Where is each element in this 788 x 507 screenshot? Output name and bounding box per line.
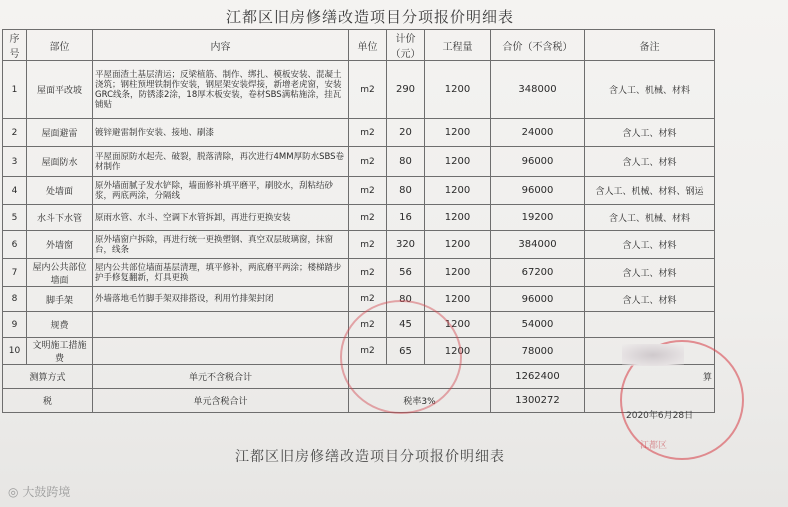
row-no: 10: [3, 338, 27, 365]
summary-extra: [349, 365, 491, 389]
row-no: 6: [3, 231, 27, 259]
row-total: 78000: [491, 338, 585, 365]
table-row: [3, 338, 715, 365]
row-total: 348000: [491, 61, 585, 119]
summary-label: 税: [3, 389, 93, 413]
row-part: 屋面防水: [27, 147, 93, 177]
table-row: [3, 177, 715, 205]
row-part: 水斗下水管: [27, 205, 93, 231]
row-content: 屋内公共部位墙面基层清理，填平修补，两底磨平两涂；楼梯踏步护手修复翻新，灯具更换: [93, 259, 349, 287]
row-price: 20: [387, 119, 425, 147]
row-part: 处墙面: [27, 177, 93, 205]
summary-row: [3, 389, 715, 413]
row-total: 96000: [491, 287, 585, 312]
row-price: 80: [387, 147, 425, 177]
row-content: 原雨水管、水斗、空调下水管拆卸，再进行更换安装: [93, 205, 349, 231]
table-row: [3, 61, 715, 119]
row-no: 1: [3, 61, 27, 119]
row-total: 19200: [491, 205, 585, 231]
row-part: 脚手架: [27, 287, 93, 312]
row-total: 54000: [491, 312, 585, 338]
row-content: 原外墙窗户拆除，再进行统一更换塑钢、真空双层玻璃窗，抹窗台，线条: [93, 231, 349, 259]
table-row: [3, 119, 715, 147]
row-content: 平屋面渣土基层清运；反梁植筋、制作、绑扎、模板安装、混凝土浇筑；钢柱预埋铁制作安装，钢屋架安装焊接，新增老虎窗，安装GRC线条，防锈漆2涂，18厚木板安装，卷材SBS满粘施涂，挂瓦铺贴: [93, 61, 349, 119]
row-price: 16: [387, 205, 425, 231]
table-row: [3, 205, 715, 231]
row-content: [93, 338, 349, 365]
row-unit: m2: [349, 259, 387, 287]
row-unit: m2: [349, 119, 387, 147]
row-no: 4: [3, 177, 27, 205]
row-qty: 1200: [425, 287, 491, 312]
row-qty: 1200: [425, 205, 491, 231]
row-part: 文明施工措施费: [27, 338, 93, 365]
row-qty: 1200: [425, 259, 491, 287]
row-qty: 1200: [425, 312, 491, 338]
row-no: 3: [3, 147, 27, 177]
row-price: 290: [387, 61, 425, 119]
price-table: [2, 29, 715, 413]
row-note: 含人工、材料: [585, 259, 715, 287]
row-note: 含人工、材料: [585, 287, 715, 312]
row-note: 含人工、机械、材料: [585, 205, 715, 231]
summary-row: [3, 365, 715, 389]
row-price: 80: [387, 177, 425, 205]
table-row: [3, 231, 715, 259]
col-note: 备注: [585, 30, 715, 61]
row-unit: m2: [349, 205, 387, 231]
summary-desc: 单元不含税合计: [93, 365, 349, 389]
row-note: 含人工、材料: [585, 231, 715, 259]
watermark-text: 大鼓跨境: [22, 485, 71, 499]
row-total: 96000: [491, 147, 585, 177]
summary-total: 1300272: [491, 389, 585, 413]
row-price: 45: [387, 312, 425, 338]
row-price: 80: [387, 287, 425, 312]
summary-extra: 税率3%: [349, 389, 491, 413]
page-title: 江都区旧房修缮改造项目分项报价明细表: [225, 8, 514, 26]
redacted-blur: [622, 344, 684, 366]
row-part: 屋面避雷: [27, 119, 93, 147]
col-unit: 单位: [349, 30, 387, 61]
row-note: 含人工、机械、材料、钢运: [585, 177, 715, 205]
row-unit: m2: [349, 177, 387, 205]
row-content: [93, 312, 349, 338]
row-unit: m2: [349, 61, 387, 119]
row-total: 384000: [491, 231, 585, 259]
summary-note: 算: [585, 365, 715, 389]
row-qty: 1200: [425, 61, 491, 119]
row-content: 外墙落地毛竹脚手架双排搭设，利用竹排架封闭: [93, 287, 349, 312]
col-no: 序号: [3, 30, 27, 61]
row-content: 平屋面原防水起壳、破裂，脱落清除，再次进行4MM厚防水SBS卷材制作: [93, 147, 349, 177]
document-date: 2020年6月28日: [626, 411, 694, 421]
table-row: [3, 312, 715, 338]
row-note: 含人工、材料: [585, 119, 715, 147]
row-total: 67200: [491, 259, 585, 287]
row-no: 9: [3, 312, 27, 338]
row-unit: m2: [349, 231, 387, 259]
col-qty: 工程量: [425, 30, 491, 61]
row-part: 屋面平改坡: [27, 61, 93, 119]
row-no: 2: [3, 119, 27, 147]
col-content: 内容: [93, 30, 349, 61]
row-content: 镀锌避雷制作安装、接地、刷漆: [93, 119, 349, 147]
row-note: 含人工、机械、材料: [585, 61, 715, 119]
row-price: 320: [387, 231, 425, 259]
row-content: 原外墙面腻子发水铲除，墙面修补填平磨平，刷胶水，刮粘结砂浆，两底两涂，分隔线: [93, 177, 349, 205]
row-part: 规费: [27, 312, 93, 338]
row-price: 65: [387, 338, 425, 365]
row-qty: 1200: [425, 338, 491, 365]
summary-label: 测算方式: [3, 365, 93, 389]
row-no: 5: [3, 205, 27, 231]
row-note: 含人工、材料: [585, 147, 715, 177]
summary-desc: 单元含税合计: [93, 389, 349, 413]
row-unit: m2: [349, 312, 387, 338]
row-no: 7: [3, 259, 27, 287]
row-part: 外墙窗: [27, 231, 93, 259]
summary-total: 1262400: [491, 365, 585, 389]
row-unit: m2: [349, 147, 387, 177]
row-unit: m2: [349, 338, 387, 365]
watermark-logo-icon: ◎: [8, 485, 19, 499]
row-part: 屋内公共部位墙面: [27, 259, 93, 287]
col-total: 合价（不含税）: [491, 30, 585, 61]
row-price: 56: [387, 259, 425, 287]
row-qty: 1200: [425, 177, 491, 205]
table-row: [3, 259, 715, 287]
row-qty: 1200: [425, 119, 491, 147]
col-part: 部位: [27, 30, 93, 61]
col-price: 计价（元）: [387, 30, 425, 61]
table-row: [3, 147, 715, 177]
table-header-row: [3, 30, 715, 61]
row-total: 24000: [491, 119, 585, 147]
row-no: 8: [3, 287, 27, 312]
row-note: [585, 312, 715, 338]
row-qty: 1200: [425, 231, 491, 259]
table-row: [3, 287, 715, 312]
row-total: 96000: [491, 177, 585, 205]
stamp-lettering: 江都区: [640, 441, 668, 451]
source-watermark: [8, 483, 70, 500]
row-unit: m2: [349, 287, 387, 312]
footer-title: 江都区旧房修缮改造项目分项报价明细表: [235, 449, 505, 465]
row-qty: 1200: [425, 147, 491, 177]
